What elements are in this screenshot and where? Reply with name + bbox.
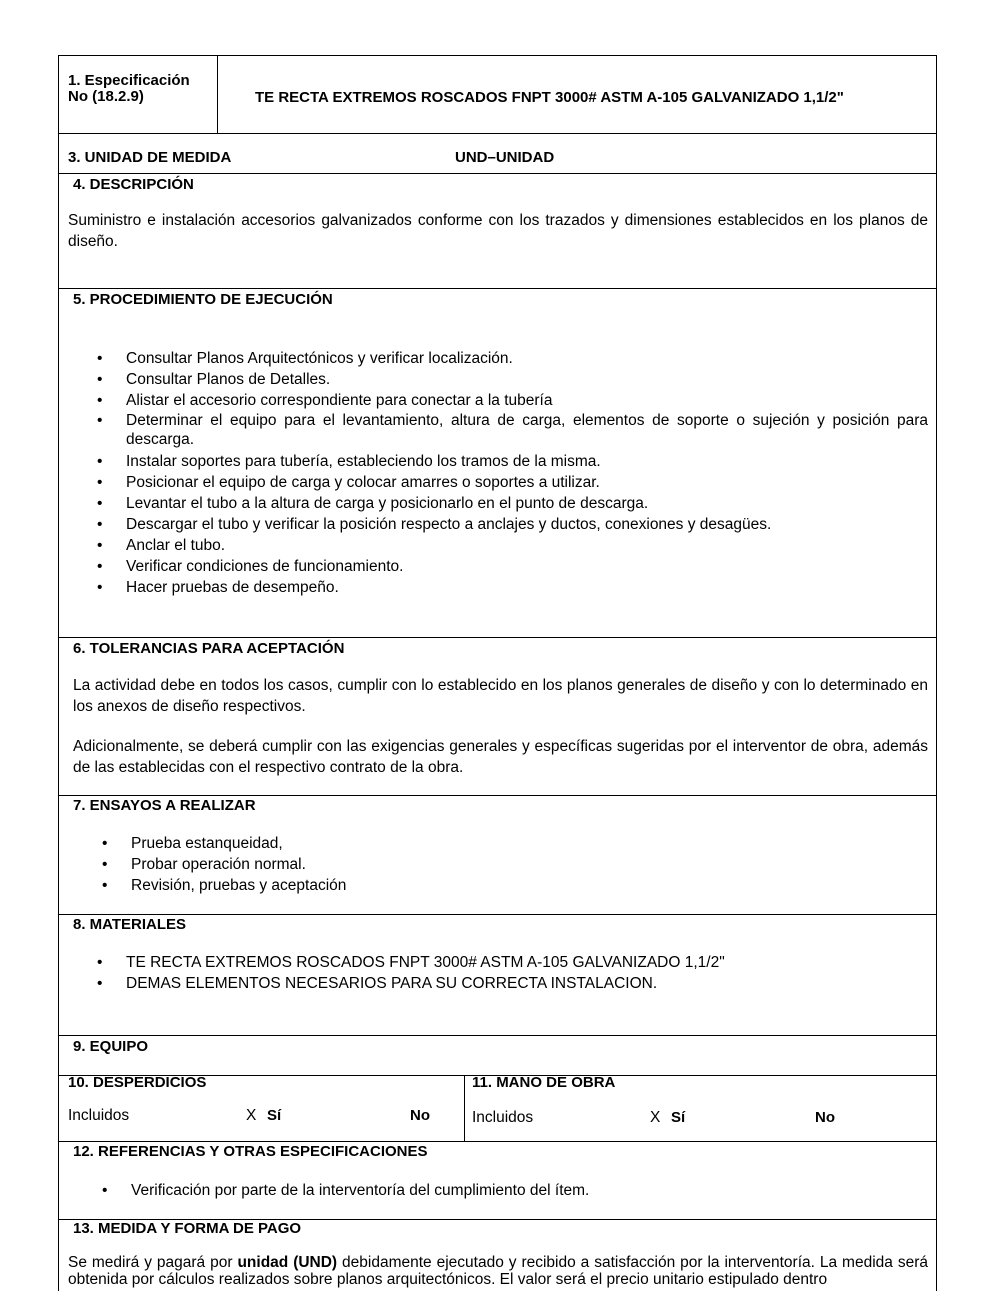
waste-yes: Sí [267, 1107, 282, 1124]
list-item: • Instalar soportes para tubería, estableciendo los tramos de la misma. [126, 451, 928, 472]
unit-label: 3. UNIDAD DE MEDIDA [68, 149, 232, 166]
list-item: • Alistar el accesorio correspondiente para conectar a la tubería [126, 390, 928, 411]
equipment-heading: 9. EQUIPO [73, 1038, 149, 1055]
description-section [59, 174, 936, 289]
labor-yes: Sí [671, 1109, 686, 1126]
list-item: • Prueba estanqueidad, [131, 833, 928, 854]
procedure-heading: 5. PROCEDIMIENTO DE EJECUCIÓN [73, 291, 333, 308]
tests-list [131, 833, 928, 896]
labor-included-label: Incluidos [472, 1109, 534, 1126]
materials-list [126, 952, 928, 994]
payment-text-after: debidamente ejecutado y recibido a satisfacción por la interventoría. La medida será obtenida por cálculos realizados sobre planos arquitectónicos. El valor será el precio unitario estipulado dentro [68, 1254, 928, 1288]
tolerances-heading: 6. TOLERANCIAS PARA ACEPTACIÓN [73, 640, 345, 657]
spec-divider [217, 56, 218, 133]
list-item: • Verificación por parte de la interventoría del cumplimiento del ítem. [131, 1180, 928, 1201]
labor-heading: 11. MANO DE OBRA [472, 1074, 616, 1091]
tests-section [59, 796, 936, 915]
references-heading: 12. REFERENCIAS Y OTRAS ESPECIFICACIONES [73, 1143, 428, 1160]
list-item: • Posicionar el equipo de carga y colocar amarres o soportes a utilizar. [126, 472, 928, 493]
materials-heading: 8. MATERIALES [73, 916, 187, 933]
payment-text [68, 1254, 928, 1288]
payment-text-before: Se medirá y pagará por [68, 1254, 238, 1271]
list-item: • Revisión, pruebas y aceptación [131, 875, 928, 896]
tolerances-paragraph-2: Adicionalmente, se deberá cumplir con las exigencias generales y específicas sugeridas por el interventor de obra, además de las establecidas con el respectivo contrato de la obra. [73, 738, 928, 776]
waste-mark: X [246, 1107, 257, 1124]
spec-label-line2: No (18.2.9) [68, 88, 144, 105]
labor-mark: X [650, 1109, 661, 1126]
tolerances-section [59, 638, 936, 796]
list-item: • Anclar el tubo. [126, 535, 928, 556]
waste-labor-row [59, 1076, 936, 1142]
list-item: • Levantar el tubo a la altura de carga y posicionarlo en el punto de descarga. [126, 493, 928, 514]
payment-section [59, 1220, 936, 1291]
list-item: • Consultar Planos de Detalles. [126, 369, 928, 390]
spec-row [59, 56, 936, 134]
spec-label [68, 73, 190, 105]
list-item: • Consultar Planos Arquitectónicos y verificar localización. [126, 348, 928, 369]
list-item: • Verificar condiciones de funcionamiento. [126, 556, 928, 577]
procedure-section [59, 289, 936, 638]
spec-title: TE RECTA EXTREMOS ROSCADOS FNPT 3000# ASTM A-105 GALVANIZADO 1,1/2" [255, 89, 844, 106]
specification-form [58, 55, 937, 1291]
list-item: • TE RECTA EXTREMOS ROSCADOS FNPT 3000# ASTM A-105 GALVANIZADO 1,1/2" [126, 952, 928, 973]
description-text: Suministro e instalación accesorios galvanizados conforme con los trazados y dimensiones establecidos en los planos de diseño. [68, 212, 928, 250]
list-item: • Hacer pruebas de desempeño. [126, 577, 928, 598]
waste-heading: 10. DESPERDICIOS [68, 1074, 207, 1091]
waste-included-label: Incluidos [68, 1107, 130, 1124]
tolerances-paragraph-1: La actividad debe en todos los casos, cumplir con lo establecido en los planos generales de diseño y con lo determinado en los anexos de diseño respectivos. [73, 677, 928, 715]
procedure-list [126, 348, 928, 598]
list-item: • Descargar el tubo y verificar la posición respecto a anclajes y ductos, conexiones y desagües. [126, 514, 928, 535]
tests-heading: 7. ENSAYOS A REALIZAR [73, 797, 256, 814]
equipment-section [59, 1036, 936, 1076]
spec-label-line1: 1. Especificación [68, 72, 190, 89]
description-heading: 4. DESCRIPCIÓN [73, 176, 194, 193]
labor-no: No [815, 1109, 835, 1126]
waste-labor-divider [464, 1076, 465, 1141]
payment-heading: 13. MEDIDA Y FORMA DE PAGO [73, 1220, 302, 1237]
unit-row [59, 134, 936, 174]
references-list [131, 1180, 928, 1201]
unit-value: UND–UNIDAD [455, 149, 555, 166]
waste-no: No [410, 1107, 430, 1124]
list-item: • Probar operación normal. [131, 854, 928, 875]
references-section [59, 1142, 936, 1220]
materials-section [59, 915, 936, 1036]
list-item: • DEMAS ELEMENTOS NECESARIOS PARA SU CORRECTA INSTALACION. [126, 973, 928, 994]
payment-text-bold: unidad (UND) [237, 1254, 338, 1271]
list-item: • Determinar el equipo para el levantamiento, altura de carga, elementos de soporte o sujeción y posición para descarga. [126, 411, 928, 449]
